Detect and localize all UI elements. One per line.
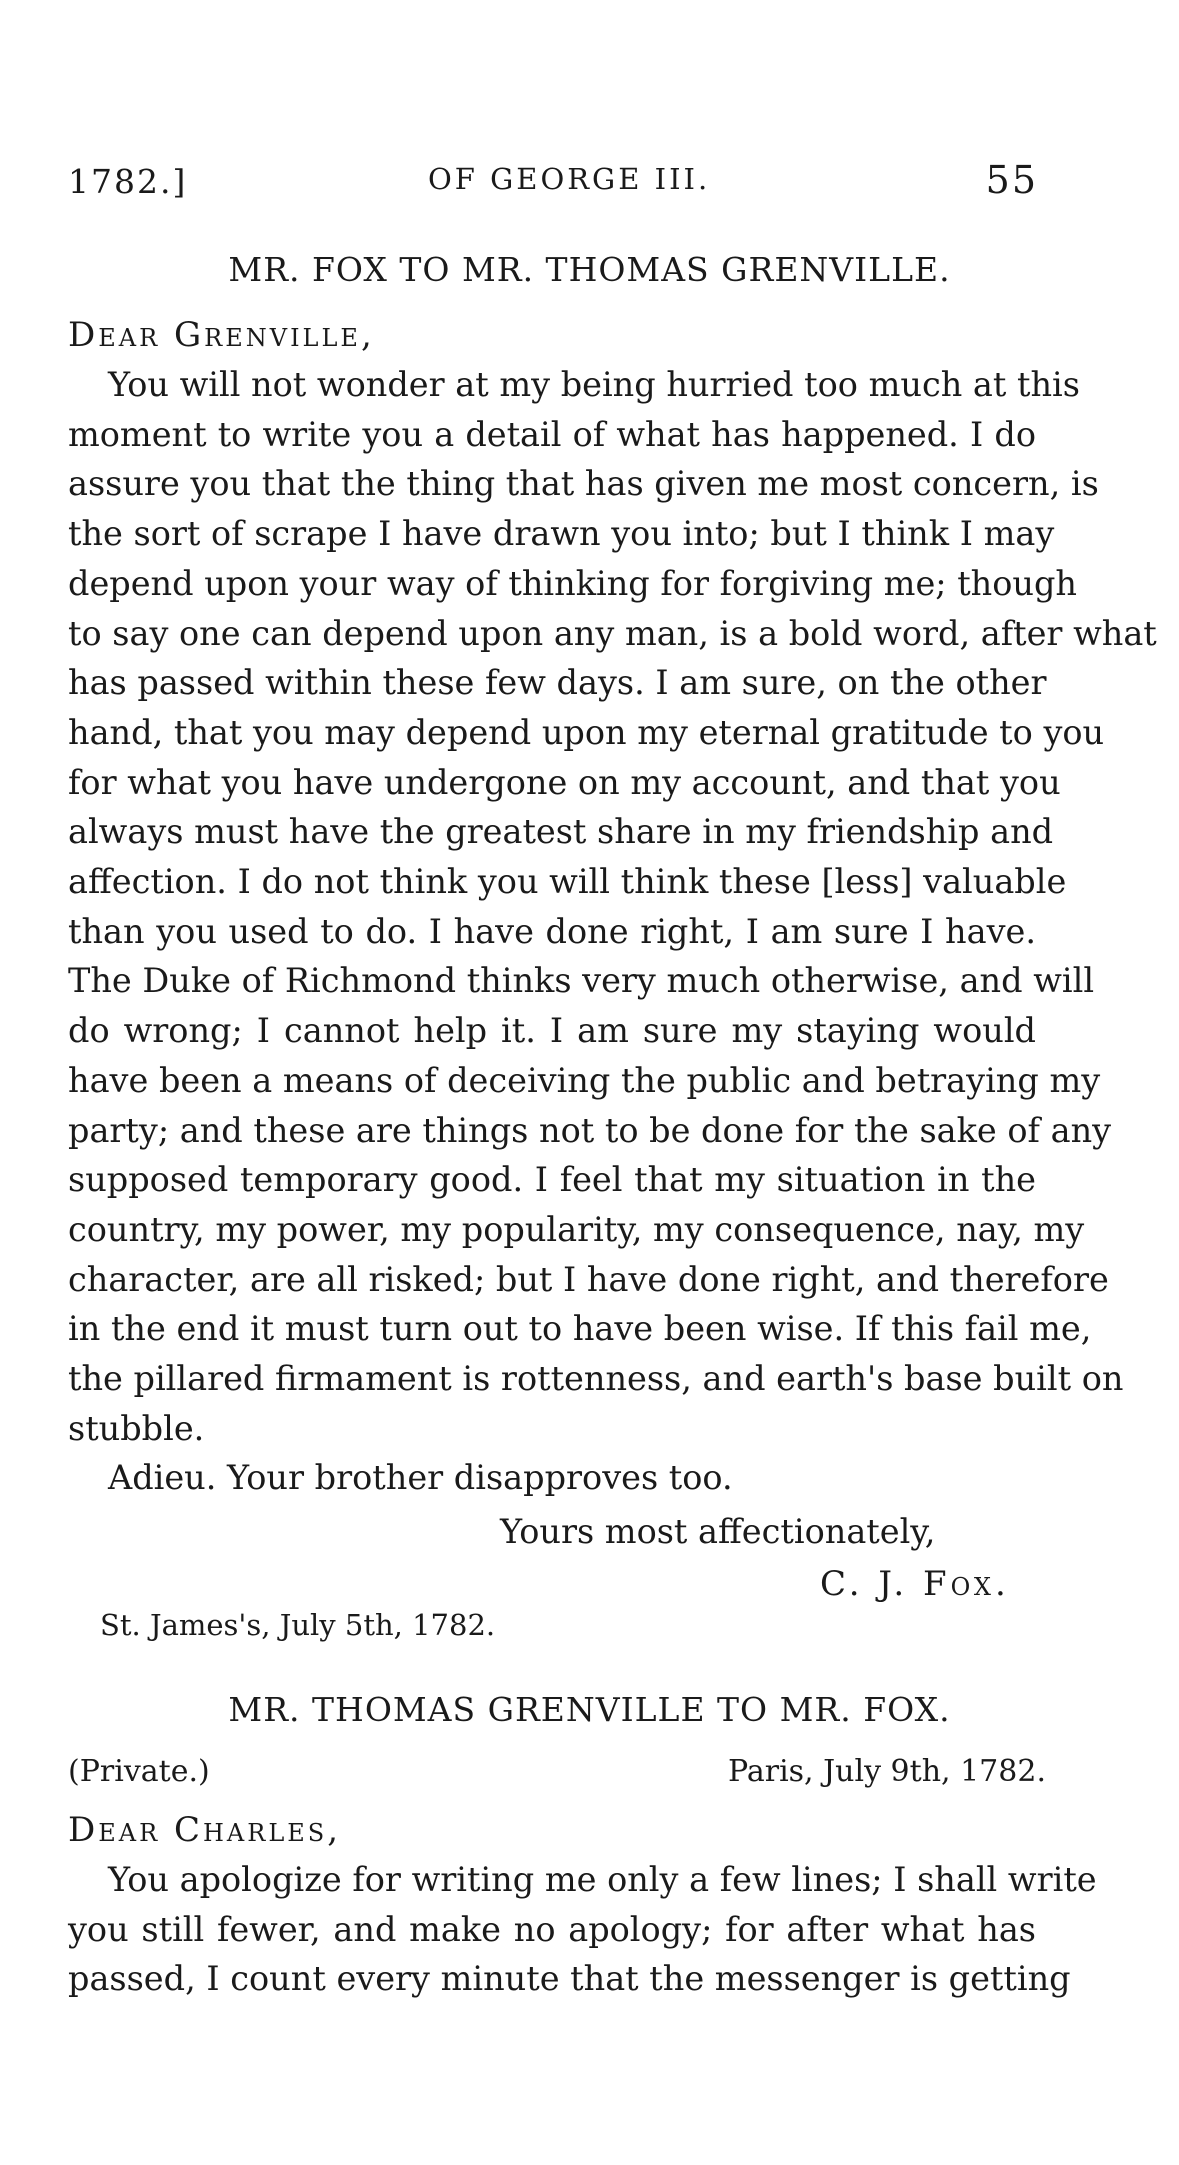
text-line: assure you that the thing that has given me most concern, is (68, 464, 1099, 504)
letter1-signature: C. J. Fox. (820, 1564, 1010, 1604)
letter2-body (68, 1855, 1097, 2004)
text-line: moment to write you a detail of what has happened. I do (68, 414, 1036, 454)
text-line: country, my power, my popularity, my consequence, nay, my (68, 1209, 1085, 1249)
running-head-year: 1782.] (68, 162, 188, 201)
text-line: You will not wonder at my being hurried too much at this (108, 365, 1080, 404)
text-line: always must have the greatest share in my friendship and (68, 812, 1054, 852)
letter2-salutation: Dear Charles, (68, 1810, 342, 1850)
text-line: for what you have undergone on my account, and that you (68, 762, 1061, 802)
text-line: supposed temporary good. I feel that my situation in the (68, 1160, 1036, 1200)
letter2-private-note: (Private.) (68, 1754, 210, 1789)
letter2-place-date: Paris, July 9th, 1782. (728, 1754, 1046, 1789)
text-line: the pillared firmament is rottenness, and earth's base built on (68, 1359, 1124, 1399)
running-head-title: OF GEORGE III. (428, 162, 711, 196)
text-line: hand, that you may depend upon my eternal gratitude to you (68, 712, 1105, 752)
text-line: stubble. (68, 1408, 205, 1448)
letter1-body (68, 360, 1157, 1503)
text-line: character, are all risked; but I have done right, and therefore (68, 1259, 1109, 1299)
letter2-heading: MR. THOMAS GRENVILLE TO MR. FOX. (228, 1690, 951, 1729)
letter1-heading: MR. FOX TO MR. THOMAS GRENVILLE. (228, 250, 951, 289)
text-line: you still fewer, and make no apology; for after what has (68, 1909, 1036, 1949)
text-line: do wrong; I cannot help it. I am sure my staying would (68, 1011, 1036, 1051)
text-line: the sort of scrape I have drawn you into; but I think I may (68, 514, 1055, 554)
text-line: depend upon your way of thinking for forgiving me; though (68, 563, 1078, 603)
letter1-closing: Yours most affectionately, (500, 1512, 936, 1551)
text-line: have been a means of deceiving the public and betraying my (68, 1060, 1101, 1100)
letter1-dateline: St. James's, July 5th, 1782. (100, 1608, 496, 1642)
text-line: in the end it must turn out to have been wise. If this fail me, (68, 1309, 1092, 1349)
page-number: 55 (985, 158, 1038, 202)
text-line: You apologize for writing me only a few lines; I shall write (108, 1860, 1097, 1899)
running-head (68, 158, 1038, 208)
postscript: Adieu. Your brother disapproves too. (108, 1458, 733, 1498)
text-line: passed, I count every minute that the messenger is getting (68, 1959, 1071, 1999)
text-line: than you used to do. I have done right, I am sure I have. (68, 911, 1036, 951)
text-line: The Duke of Richmond thinks very much otherwise, and will (68, 961, 1095, 1001)
text-line: affection. I do not think you will think these [less] valuable (68, 862, 1067, 902)
text-line: to say one can depend upon any man, is a bold word, after what (68, 613, 1157, 653)
text-line: has passed within these few days. I am sure, on the other (68, 663, 1047, 703)
letter1-salutation: Dear Grenville, (68, 315, 375, 355)
text-line: party; and these are things not to be done for the sake of any (68, 1110, 1112, 1150)
